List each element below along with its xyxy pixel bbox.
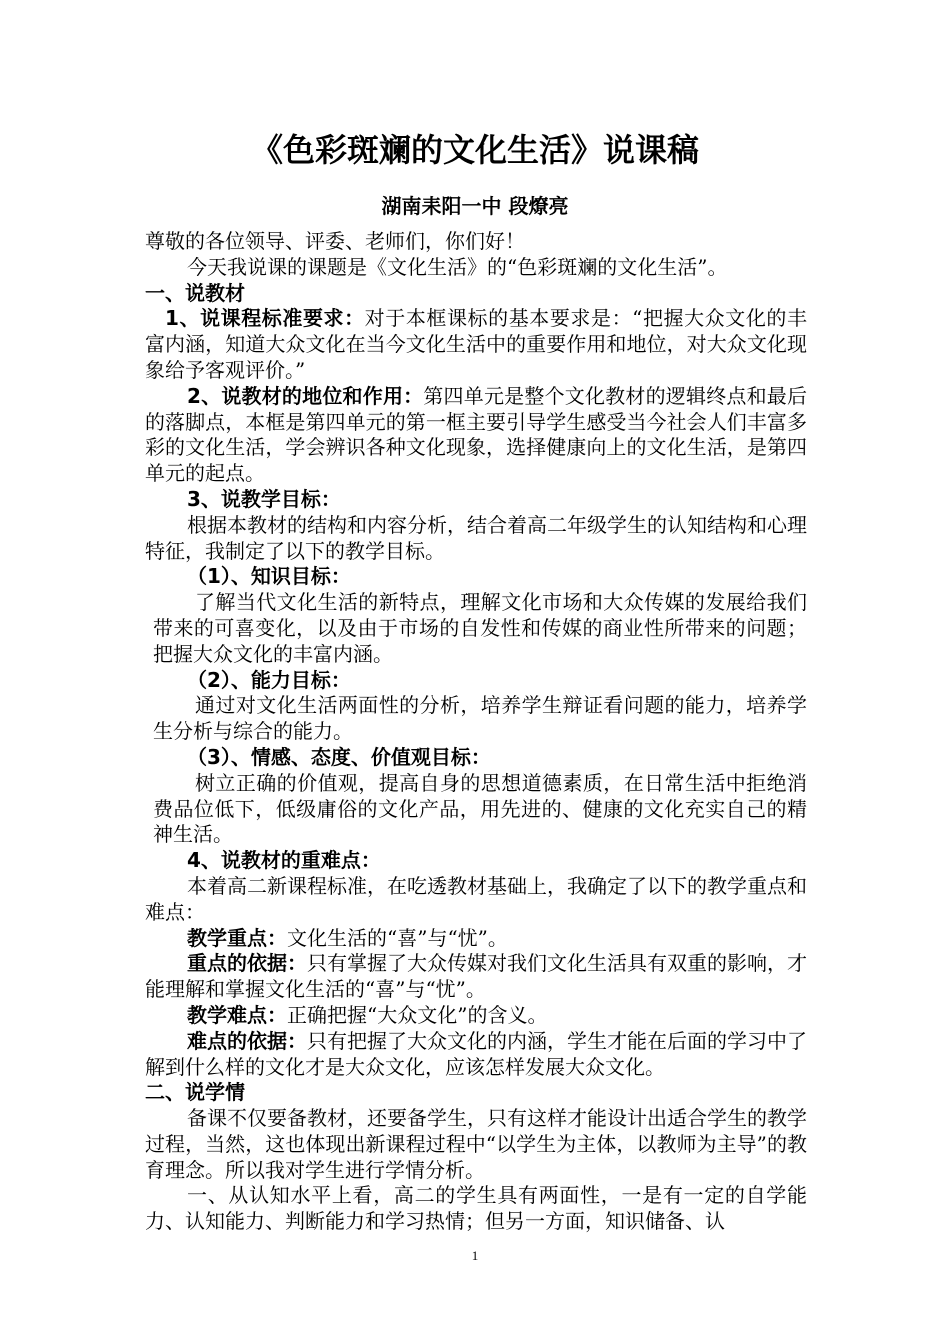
paragraph-teaching-goals: 根据本教材的结构和内容分析，结合着高二年级学生的认知结构和心理特征，我制定了以下的教学目标。 bbox=[145, 512, 807, 563]
key-point-text: 文化生活的“喜”与“忧”。 bbox=[287, 925, 508, 950]
paragraph-difficult-point-basis bbox=[145, 1029, 807, 1081]
key-point-basis-label: 重点的依据： bbox=[187, 951, 307, 976]
difficult-point-basis-text: 只有把握了大众文化的内涵，学生才能在后面的学习中了解到什么样的文化才是大众文化，应该怎样发展大众文化。 bbox=[145, 1028, 807, 1079]
greeting: 尊敬的各位领导、评委、老师们，你们好！ bbox=[145, 229, 525, 253]
subheading-teaching-goals: 3、说教学目标： bbox=[187, 486, 341, 511]
paragraph-key-point bbox=[145, 926, 807, 952]
difficult-point-label: 教学难点： bbox=[187, 1002, 287, 1027]
section-heading-textbook: 一、说教材 bbox=[145, 280, 245, 305]
difficult-point-text: 正确把握“大众文化”的含义。 bbox=[287, 1002, 548, 1027]
textbook-role-text: 第四单元是整个文化教材的逻辑终点和最后的落脚点，本框是第四单元的第一框主要引导学生感受当今社会人们丰富多彩的文化生活，学会辨识各种文化现象，选择健康向上的文化生活，是第四单元的起点。 bbox=[145, 383, 808, 486]
textbook-role-label: 2、说教材的地位和作用： bbox=[187, 383, 424, 408]
key-point-label: 教学重点： bbox=[187, 925, 287, 950]
document-author: 湖南耒阳一中 段燎亮 bbox=[381, 194, 569, 218]
paragraph-key-difficult-points: 本着高二新课程标准，在吃透教材基础上，我确定了以下的教学重点和难点： bbox=[145, 873, 807, 924]
paragraph-curriculum-standard bbox=[145, 306, 807, 383]
subheading-ability-goal: （2）、能力目标： bbox=[187, 667, 351, 692]
key-point-basis-text: 只有掌握了大众传媒对我们文化生活具有双重的影响，才能理解和掌握文化生活的“喜”与“忧”。 bbox=[145, 951, 807, 1002]
subheading-values-goal: （3）、情感、态度、价值观目标： bbox=[187, 744, 491, 769]
subheading-knowledge-goal: （1）、知识目标： bbox=[187, 564, 351, 589]
section-heading-student-analysis: 二、说学情 bbox=[145, 1080, 245, 1105]
document-body bbox=[145, 229, 807, 1235]
paragraph-cognitive-level: 一、从认知水平上看，高二的学生具有两面性，一是有一定的自学能力、认知能力、判断能力和学习热情；但另一方面，知识储备、认 bbox=[145, 1183, 807, 1234]
paragraph-textbook-role bbox=[145, 384, 807, 487]
difficult-point-basis-label: 难点的依据： bbox=[187, 1028, 307, 1053]
paragraph-values-goal: 树立正确的价值观，提高自身的思想道德素质，在日常生活中拒绝消费品位低下，低级庸俗的文化产品，用先进的、健康的文化充实自己的精神生活。 bbox=[153, 770, 807, 847]
paragraph-difficult-point bbox=[145, 1003, 807, 1029]
subheading-key-difficult-points: 4、说教材的重难点： bbox=[187, 848, 381, 873]
paragraph-student-analysis: 备课不仅要备教材，还要备学生，只有这样才能设计出适合学生的教学过程，当然，这也体现出新课程过程中“以学生为主体，以教师为主导”的教育理念。所以我对学生进行学情分析。 bbox=[145, 1106, 807, 1182]
curriculum-standard-label: 1、说课程标准要求： bbox=[165, 306, 365, 331]
curriculum-standard-text: 对于本框课标的基本要求是：“把握大众文化的丰富内涵，知道大众文化在当今文化生活中的重要作用和地位，对大众文化现象给予客观评价。” bbox=[145, 306, 807, 382]
document-title: 《色彩斑斓的文化生活》说课稿 bbox=[250, 131, 699, 169]
paragraph-ability-goal: 通过对文化生活两面性的分析，培养学生辩证看问题的能力，培养学生分析与综合的能力。 bbox=[153, 693, 807, 744]
paragraph-key-point-basis bbox=[145, 951, 807, 1003]
page-number: 1 bbox=[471, 1248, 479, 1263]
paragraph-knowledge-goal: 了解当代文化生活的新特点，理解文化市场和大众传媒的发展给我们带来的可喜变化，以及由于市场的自发性和传媒的商业性所带来的问题；把握大众文化的丰富内涵。 bbox=[153, 590, 807, 666]
intro-paragraph: 今天我说课的课题是《文化生活》的“色彩斑斓的文化生活”。 bbox=[187, 254, 728, 279]
